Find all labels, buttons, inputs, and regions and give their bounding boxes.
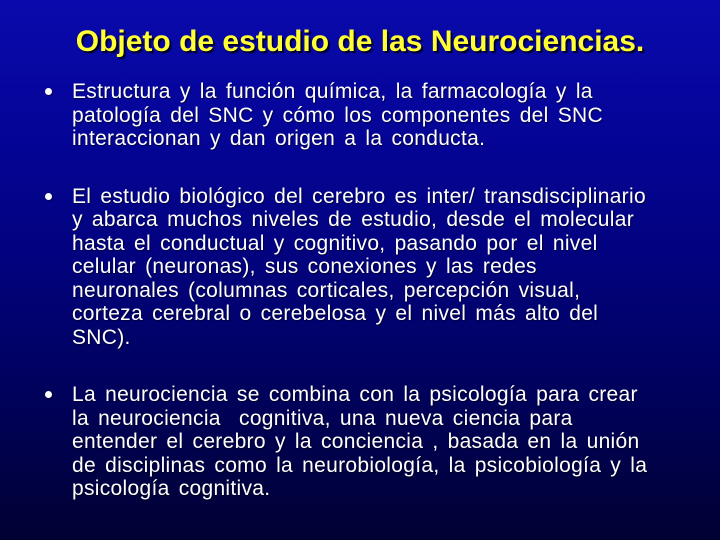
bullet-line: de disciplinas como la neurobiología, la psicobiología y la bbox=[72, 453, 648, 477]
bullet-item bbox=[0, 80, 720, 151]
bullet-line: El estudio biológico del cerebro es inter/ transdisciplinario bbox=[72, 184, 646, 208]
bullet-line: entender el cerebro y la conciencia , basada en la unión bbox=[72, 430, 640, 453]
bullet-line: corteza cerebral o cerebelosa y el nivel más alto del bbox=[72, 302, 599, 325]
bullet-list bbox=[0, 80, 720, 501]
bullet-line: neuronales (columnas corticales, percepción visual, bbox=[72, 278, 581, 302]
bullet-text bbox=[72, 80, 710, 151]
bullet-item bbox=[0, 185, 720, 350]
bullet-line: Estructura y la función química, la farmacología y la bbox=[72, 80, 593, 103]
bullet-line: hasta el conductual y cognitivo, pasando por el nivel bbox=[72, 231, 598, 255]
bullet-line: psicología cognitiva. bbox=[72, 477, 271, 500]
slide-title: Objeto de estudio de las Neurociencias. bbox=[75, 25, 645, 58]
bullet-line: La neurociencia se combina con la psicología para crear bbox=[72, 383, 638, 406]
bullet-line: SNC). bbox=[72, 325, 131, 349]
bullet-line: la neurociencia cognitiva, una nueva ciencia para bbox=[72, 406, 573, 430]
bullet-line: patología del SNC y cómo los componentes del SNC bbox=[72, 103, 603, 127]
bullet-line: y abarca muchos niveles de estudio, desde el molecular bbox=[72, 208, 634, 231]
bullet-line: interaccionan y dan origen a la conducta. bbox=[72, 127, 486, 150]
bullet-dot-icon bbox=[45, 391, 52, 398]
bullet-dot-icon bbox=[45, 88, 52, 95]
bullet-text bbox=[72, 185, 710, 350]
bullet-dot-icon bbox=[45, 193, 52, 200]
bullet-line: celular (neuronas), sus conexiones y las redes bbox=[72, 255, 537, 278]
bullet-text bbox=[72, 383, 710, 501]
bullet-item bbox=[0, 383, 720, 501]
